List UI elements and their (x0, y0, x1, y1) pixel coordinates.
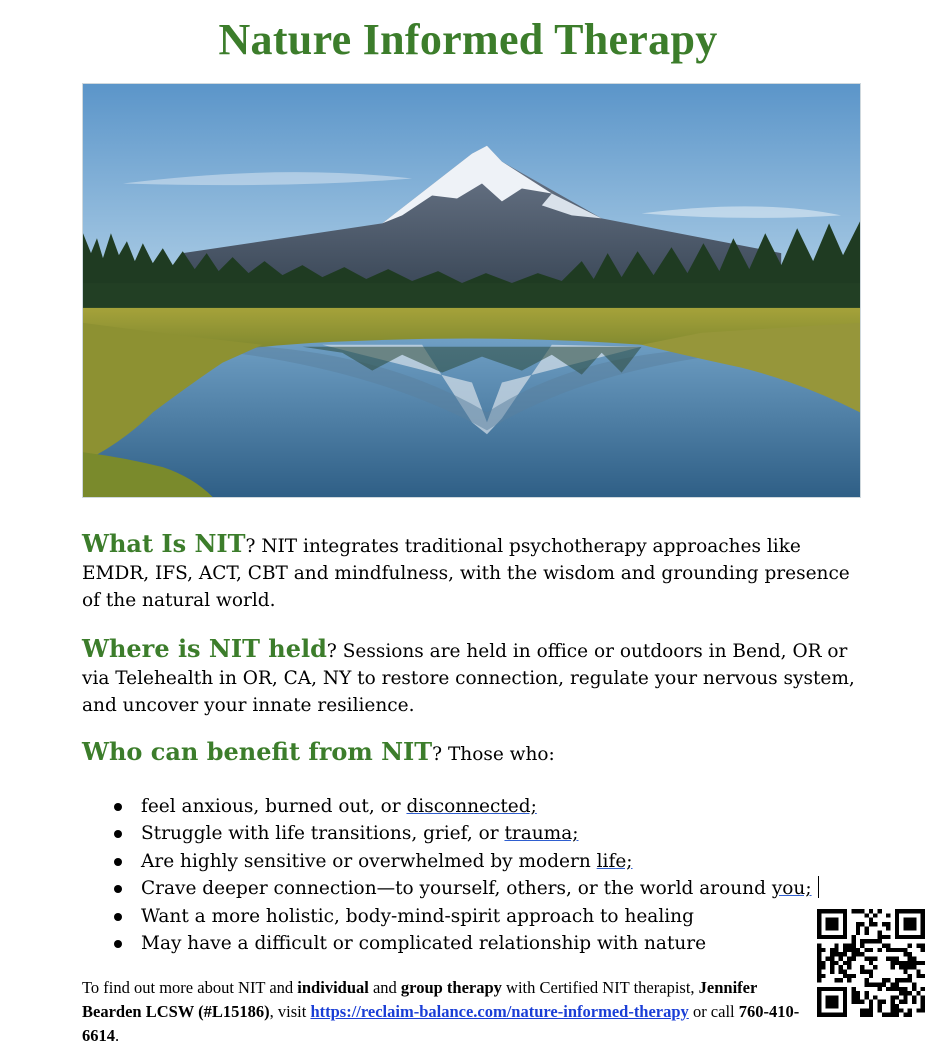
mountain-landscape-image (83, 84, 860, 497)
qr-code-icon (817, 908, 925, 1018)
spellcheck-underlined-word: trauma; (504, 823, 579, 845)
phone-number: 760-410-6614 (82, 1002, 800, 1045)
where-is-nit-section (82, 635, 857, 719)
website-link[interactable]: https://reclaim-balance.com/nature-informed-therapy (310, 1002, 689, 1021)
spellcheck-underlined-word: life; (596, 850, 633, 872)
who-benefits-section (82, 738, 857, 768)
list-item: feel anxious, burned out, or disconnected; (112, 793, 819, 820)
page-title: Nature Informed Therapy (218, 15, 718, 64)
list-item: Struggle with life transitions, grief, or trauma; (112, 820, 819, 847)
spellcheck-underlined-word: disconnected; (406, 796, 537, 817)
mountain-lake-photo (82, 83, 861, 498)
list-item: Crave deeper connection—to yourself, others, or the world around you; (112, 875, 819, 902)
who-benefits-text: ? Those who: (432, 744, 555, 765)
list-item: May have a difficult or complicated relationship with nature (112, 930, 819, 957)
what-is-nit-text: ? NIT integrates traditional psychotherapy approaches like EMDR, IFS, ACT, CBT and mindfulness, with the wisdom and grounding presence of the natural world. (82, 536, 850, 611)
contact-footer: To find out more about NIT and individual and group therapy with Certified NIT therapist, Jennifer Bearden LCSW (#L15186), visit https://reclaim-balance.com/nature-informed-therapy or call 760-410-6614. (82, 978, 800, 1045)
therapist-name: Jennifer Bearden LCSW (#L15186) (82, 978, 758, 1021)
text-cursor (818, 876, 819, 898)
who-benefits-heading: Who can benefit from NIT (82, 737, 433, 766)
benefits-list (112, 793, 819, 957)
spellcheck-underlined-word: you; (771, 878, 812, 900)
what-is-nit-section (82, 530, 857, 614)
what-is-nit-heading: What Is NIT (82, 529, 246, 558)
list-item: Want a more holistic, body-mind-spirit approach to healing (112, 903, 819, 930)
where-is-nit-text: ? Sessions are held in office or outdoors in Bend, OR or via Telehealth in OR, CA, NY to restore connection, regulate your nervous system, and uncover your innate resilience. (82, 641, 855, 716)
qr-code-image (817, 908, 925, 1018)
where-is-nit-heading: Where is NIT held (82, 634, 327, 663)
list-item: Are highly sensitive or overwhelmed by modern life; (112, 848, 819, 875)
